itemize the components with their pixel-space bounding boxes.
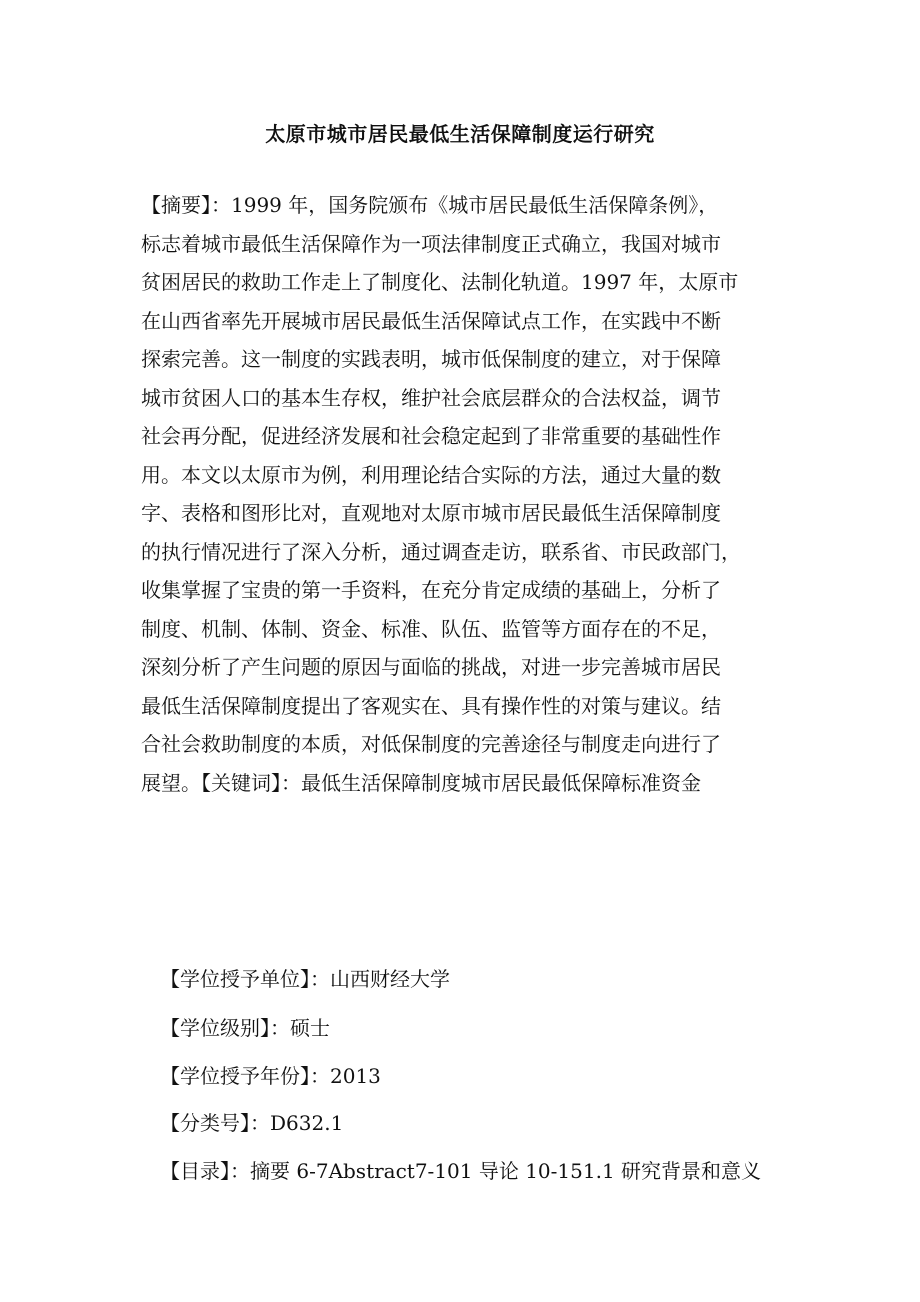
abstract-line: 最低生活保障制度提出了客观实在、具有操作性的对策与建议。结 [141, 693, 721, 718]
abstract-line: 城市贫困人口的基本生存权，维护社会底层群众的合法权益，调节 [141, 385, 721, 410]
abstract-line: 【摘要】：1999 年，国务院颁布《城市居民最低生活保障条例》， [141, 193, 719, 217]
abstract-line: 深刻分析了产生问题的原因与面临的挑战，对进一步完善城市居民 [141, 655, 721, 679]
abstract-line: 制度、机制、体制、资金、标准、队伍、监管等方面存在的不足， [141, 616, 721, 641]
degree-level-line: 【学位级别】：硕士 [160, 1016, 330, 1040]
abstract-line: 字、表格和图形比对，直观地对太原市城市居民最低生活保障制度 [141, 501, 721, 525]
abstract-line: 贫困居民的救助工作走上了制度化、法制化轨道。1997 年，太原市 [141, 270, 739, 294]
abstract-line: 合社会救助制度的本质，对低保制度的完善途径与制度走向进行了 [141, 732, 721, 756]
abstract-line: 探索完善。这一制度的实践表明，城市低保制度的建立，对于保障 [141, 347, 721, 371]
classification-line: 【分类号】：D632.1 [160, 1111, 344, 1135]
document-title: 太原市城市居民最低生活保障制度运行研究 [265, 122, 655, 146]
abstract-line: 在山西省率先开展城市居民最低生活保障试点工作，在实践中不断 [141, 308, 721, 333]
abstract-line: 的执行情况进行了深入分析，通过调查走访，联系省、市民政部门， [141, 539, 741, 564]
abstract-line: 展望。【关键词】：最低生活保障制度城市居民最低保障标准资金 [141, 770, 701, 795]
degree-unit-line: 【学位授予单位】：山西财经大学 [160, 967, 450, 991]
toc-line: 【目录】：摘要 6-7Abstract7-101 导论 10-151.1 研究背景和意义 [160, 1159, 762, 1183]
degree-year-line: 【学位授予年份】：2013 [160, 1064, 381, 1088]
abstract-line: 用。本文以太原市为例，利用理论结合实际的方法，通过大量的数 [141, 462, 721, 487]
abstract-paragraph [141, 186, 771, 802]
abstract-line: 收集掌握了宝贵的第一手资料，在充分肯定成绩的基础上，分析了 [141, 578, 721, 602]
abstract-line: 标志着城市最低生活保障作为一项法律制度正式确立，我国对城市 [141, 231, 721, 256]
abstract-line: 社会再分配，促进经济发展和社会稳定起到了非常重要的基础性作 [141, 424, 721, 448]
